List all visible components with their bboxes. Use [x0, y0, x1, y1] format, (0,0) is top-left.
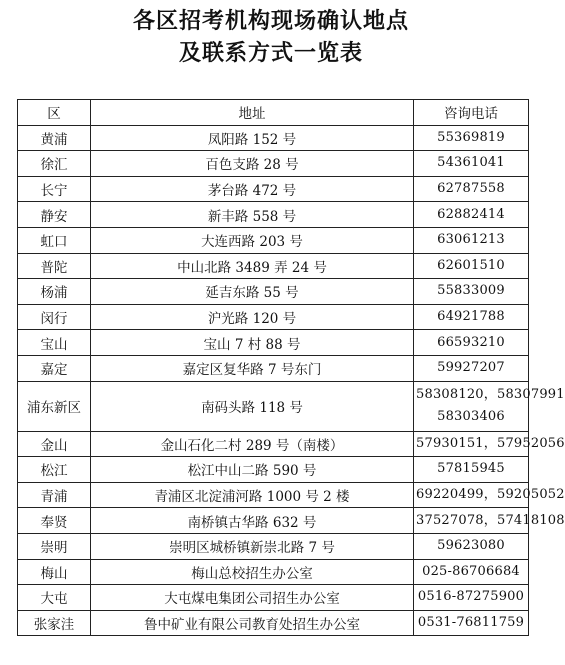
- phone-cell: [414, 381, 565, 431]
- document-title: [0, 0, 542, 70]
- district-cell: 崇明: [18, 533, 91, 559]
- table-row: [18, 508, 529, 534]
- phone-number: 55833009: [437, 283, 505, 299]
- district-cell: 青浦: [18, 482, 91, 508]
- table-row: [18, 304, 529, 330]
- phone-number: 37527078，57418108: [416, 512, 565, 528]
- address-cell: 延吉东路 55 号: [91, 279, 414, 305]
- table-row: [18, 381, 529, 431]
- phone-number: 63061213: [437, 232, 505, 248]
- district-cell: 大屯: [18, 585, 91, 611]
- district-cell: 浦东新区: [18, 381, 91, 431]
- table-row: [18, 253, 529, 279]
- phone-number: 54361041: [437, 155, 505, 171]
- table-row: [18, 431, 529, 457]
- phone-cell: [414, 151, 529, 177]
- district-cell: 普陀: [18, 253, 91, 279]
- district-cell: 静安: [18, 202, 91, 228]
- phone-cell: [414, 533, 529, 559]
- district-cell: 张家洼: [18, 610, 91, 636]
- district-cell: 虹口: [18, 227, 91, 253]
- phone-cell: [414, 610, 529, 636]
- table-row: [18, 176, 529, 202]
- address-cell: 大连西路 203 号: [91, 227, 414, 253]
- table-row: [18, 585, 529, 611]
- table-row: [18, 355, 529, 381]
- phone-number: 025-86706684: [422, 563, 520, 579]
- district-cell: 黄浦: [18, 125, 91, 151]
- address-cell: 茅台路 472 号: [91, 176, 414, 202]
- phone-number: 58308120，58307991: [416, 387, 565, 403]
- table-row: [18, 330, 529, 356]
- title-line-2: 及联系方式一览表: [178, 41, 363, 66]
- table-row: [18, 610, 529, 636]
- address-cell: 鲁中矿业有限公司教育处招生办公室: [91, 610, 414, 636]
- phone-number: 69220499，59205052: [416, 487, 565, 503]
- phone-number: 55369819: [437, 129, 505, 145]
- table-header-row: [18, 100, 529, 126]
- phone-number: 64921788: [437, 309, 505, 325]
- address-cell: 沪光路 120 号: [91, 304, 414, 330]
- phone-number: 0516-87275900: [417, 589, 525, 605]
- phone-number: 62601510: [437, 257, 505, 273]
- district-cell: 松江: [18, 457, 91, 483]
- address-cell: 嘉定区复华路 7 号东门: [91, 355, 414, 381]
- phone-cell: [414, 482, 565, 508]
- table-row: [18, 227, 529, 253]
- phone-number: 66593210: [437, 334, 505, 350]
- address-cell: 南桥镇古华路 632 号: [91, 508, 414, 534]
- address-cell: 金山石化二村 289 号（南楼）: [91, 431, 414, 457]
- phone-number: 58303406: [437, 409, 505, 425]
- table-row: [18, 559, 529, 585]
- phone-cell: [414, 355, 529, 381]
- phone-number: 59927207: [437, 360, 505, 376]
- address-cell: 崇明区城桥镇新崇北路 7 号: [91, 533, 414, 559]
- address-cell: 南码头路 118 号: [91, 381, 414, 431]
- address-cell: 梅山总校招生办公室: [91, 559, 414, 585]
- header-address: 地址: [91, 100, 414, 126]
- district-cell: 宝山: [18, 330, 91, 356]
- table-row: [18, 457, 529, 483]
- district-cell: 闵行: [18, 304, 91, 330]
- district-cell: 长宁: [18, 176, 91, 202]
- phone-cell: [414, 508, 565, 534]
- phone-number: 57815945: [437, 461, 505, 477]
- district-cell: 金山: [18, 431, 91, 457]
- phone-cell: [414, 559, 529, 585]
- table-row: [18, 482, 529, 508]
- table-row: [18, 202, 529, 228]
- phone-number: 62787558: [437, 181, 505, 197]
- phone-cell: [414, 431, 565, 457]
- district-cell: 奉贤: [18, 508, 91, 534]
- address-cell: 大屯煤电集团公司招生办公室: [91, 585, 414, 611]
- phone-cell: [414, 279, 529, 305]
- header-phone: 咨询电话: [414, 100, 529, 126]
- phone-cell: [414, 253, 529, 279]
- phone-cell: [414, 125, 529, 151]
- phone-number: 59623080: [437, 538, 505, 554]
- phone-cell: [414, 330, 529, 356]
- phone-number: 0531-76811759: [417, 614, 525, 630]
- table-row: [18, 279, 529, 305]
- title-line-1: 各区招考机构现场确认地点: [132, 9, 409, 34]
- phone-cell: [414, 457, 529, 483]
- phone-cell: [414, 176, 529, 202]
- district-cell: 杨浦: [18, 279, 91, 305]
- address-cell: 凤阳路 152 号: [91, 125, 414, 151]
- header-district: 区: [18, 100, 91, 126]
- address-cell: 中山北路 3489 弄 24 号: [91, 253, 414, 279]
- phone-number: 62882414: [437, 206, 505, 222]
- table-row: [18, 533, 529, 559]
- table-row: [18, 151, 529, 177]
- district-cell: 梅山: [18, 559, 91, 585]
- phone-number: 57930151，57952056: [416, 435, 565, 451]
- address-cell: 百色支路 28 号: [91, 151, 414, 177]
- address-cell: 青浦区北淀浦河路 1000 号 2 楼: [91, 482, 414, 508]
- table-row: [18, 125, 529, 151]
- address-cell: 宝山 7 村 88 号: [91, 330, 414, 356]
- phone-cell: [414, 202, 529, 228]
- address-cell: 松江中山二路 590 号: [91, 457, 414, 483]
- confirmation-sites-table: [17, 99, 565, 636]
- table-body: [18, 125, 565, 636]
- phone-cell: [414, 585, 529, 611]
- address-cell: 新丰路 558 号: [91, 202, 414, 228]
- phone-cell: [414, 304, 529, 330]
- district-cell: 嘉定: [18, 355, 91, 381]
- district-cell: 徐汇: [18, 151, 91, 177]
- phone-cell: [414, 227, 529, 253]
